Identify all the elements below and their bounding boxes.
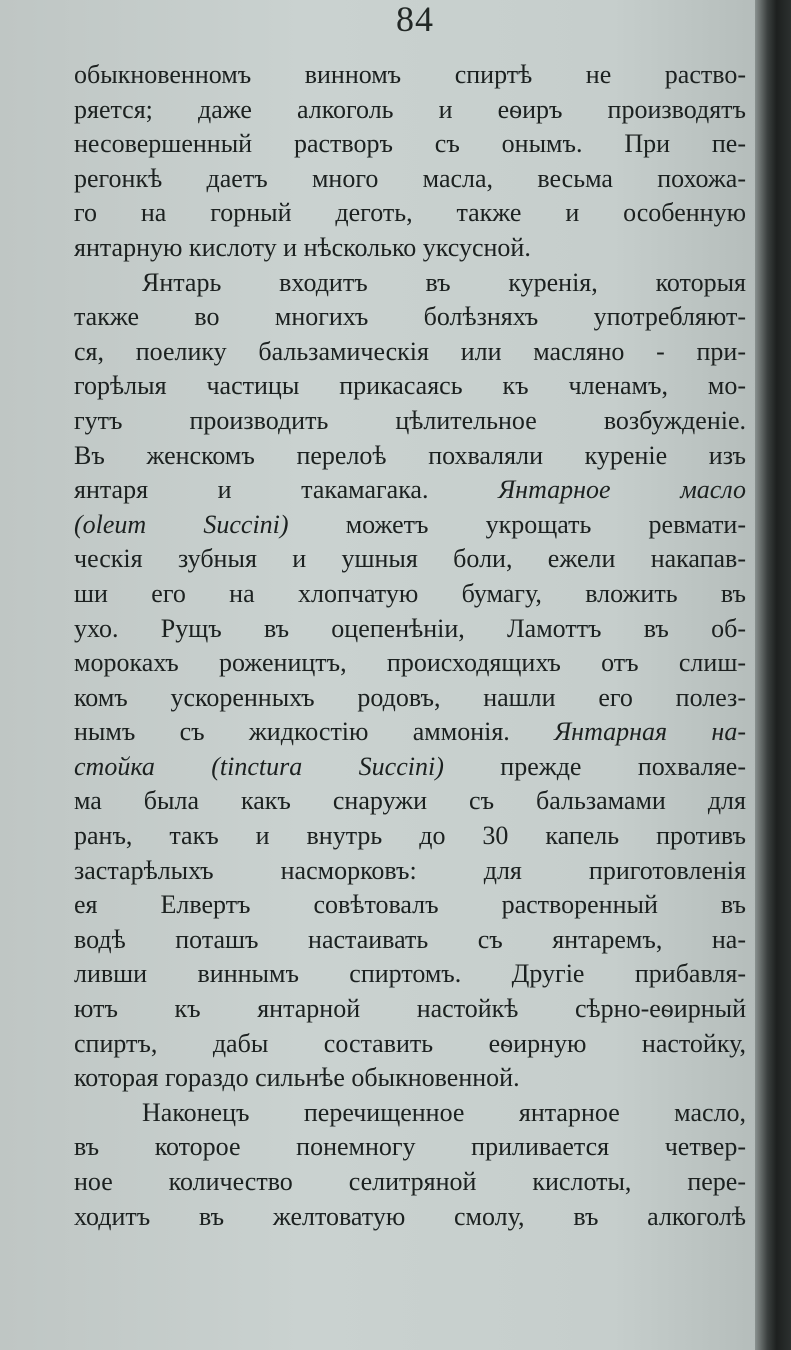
italic-term: Янтарная на- <box>554 717 746 747</box>
text-segment: гутъ производить цѣлительное возбужденіе. <box>74 405 746 435</box>
italic-term: Янтарное масло <box>498 475 746 505</box>
text-segment: янтаря и такамагака. <box>74 475 499 505</box>
text-line <box>74 196 746 231</box>
text-segment: спиртъ, дабы составить еѳирную настойку, <box>74 1028 746 1058</box>
page-body-text <box>74 58 746 1234</box>
text-segment: ное количество селитряной кислоты, пере- <box>74 1167 746 1196</box>
text-line <box>74 300 746 335</box>
text-segment: прежде похваляе- <box>443 751 746 781</box>
text-segment: комъ ускоренныхъ родовъ, нашли его полез- <box>74 682 746 712</box>
text-line <box>74 1165 746 1200</box>
text-line <box>74 162 746 197</box>
text-line <box>74 923 746 958</box>
book-binding-edge <box>755 0 791 1350</box>
text-segment: обыкновенномъ винномъ спиртѣ не раство- <box>74 60 746 89</box>
text-line <box>74 577 746 612</box>
text-line <box>74 335 746 370</box>
italic-term: (oleum Succini) <box>74 509 289 539</box>
text-line <box>74 369 746 404</box>
text-line <box>74 750 746 785</box>
text-segment: ся, поелику бальзамическія или масляно - при- <box>74 336 746 366</box>
text-segment: водѣ поташъ настаивать съ янтаремъ, на- <box>74 924 746 954</box>
text-line <box>74 1096 746 1131</box>
text-line <box>74 58 746 93</box>
text-segment: морокахъ рожеництъ, происходящихъ отъ слиш- <box>74 648 746 678</box>
text-line <box>74 1200 746 1235</box>
text-segment: застарѣлыхъ насморковъ: для приготовленія <box>74 855 746 885</box>
text-segment: которая гораздо сильнѣе обыкновенной. <box>74 1063 520 1093</box>
text-line <box>74 819 746 854</box>
text-line <box>74 93 746 128</box>
text-segment: ряется; даже алкоголь и еѳиръ производятъ <box>74 94 746 124</box>
text-line <box>74 1061 746 1096</box>
text-line <box>74 404 746 439</box>
text-segment: Въ женскомъ перелоѣ похваляли куреніе изъ <box>74 440 746 470</box>
text-line <box>74 957 746 992</box>
text-segment: въ которое понемногу приливается четвер- <box>74 1132 746 1162</box>
text-segment: горѣлыя частицы прикасаясь къ членамъ, мо- <box>74 371 746 401</box>
text-segment: Наконецъ перечищенное янтарное масло, <box>142 1097 746 1127</box>
text-line <box>74 508 746 543</box>
text-line <box>74 542 746 577</box>
text-line <box>74 127 746 162</box>
text-line <box>74 784 746 819</box>
text-line <box>74 646 746 681</box>
text-line <box>74 266 746 301</box>
text-segment: ютъ къ янтарной настойкѣ сѣрно-еѳирный <box>74 994 746 1024</box>
text-line <box>74 231 746 266</box>
text-segment: ея Елвертъ совѣтовалъ растворенный въ <box>74 890 746 920</box>
text-segment: ши его на хлопчатую бумагу, вложить въ <box>74 578 746 608</box>
text-line <box>74 681 746 716</box>
text-line <box>74 992 746 1027</box>
text-line <box>74 715 746 750</box>
text-segment: Янтарь входитъ въ куренія, которыя <box>142 267 746 297</box>
text-segment: ливши виннымъ спиртомъ. Другіе прибавля- <box>74 959 746 989</box>
text-segment: янтарную кислоту и нѣсколько уксусной. <box>74 232 531 262</box>
text-segment: нымъ съ жидкостію аммонія. <box>74 717 555 747</box>
text-segment: ческія зубныя и ушныя боли, ежели накапав- <box>74 544 746 574</box>
text-line <box>74 1130 746 1165</box>
text-segment: несовершенный растворъ съ онымъ. При пе- <box>74 129 746 159</box>
text-line <box>74 854 746 889</box>
text-line <box>74 439 746 474</box>
text-line <box>74 473 746 508</box>
page-number: 84 <box>396 0 434 39</box>
text-segment: ухо. Рущъ въ оцепенѣніи, Ламоттъ въ об- <box>74 613 746 643</box>
text-line <box>74 612 746 647</box>
text-line <box>74 888 746 923</box>
italic-term: стойка (tinctura Succini) <box>74 751 444 781</box>
text-segment: го на горный деготь, также и особенную <box>74 198 746 228</box>
text-segment: также во многихъ болѣзняхъ употребляют- <box>74 302 746 332</box>
text-segment: регонкѣ даетъ много масла, весьма похожа- <box>74 163 746 193</box>
text-segment: ходитъ въ желтоватую смолу, въ алкоголѣ <box>74 1201 746 1231</box>
text-segment: ранъ, такъ и внутрь до 30 капель противъ <box>74 821 746 851</box>
text-segment: можетъ укрощать ревмати- <box>288 509 746 539</box>
text-line <box>74 1027 746 1062</box>
text-segment: ма была какъ снаружи съ бальзамами для <box>74 786 746 816</box>
